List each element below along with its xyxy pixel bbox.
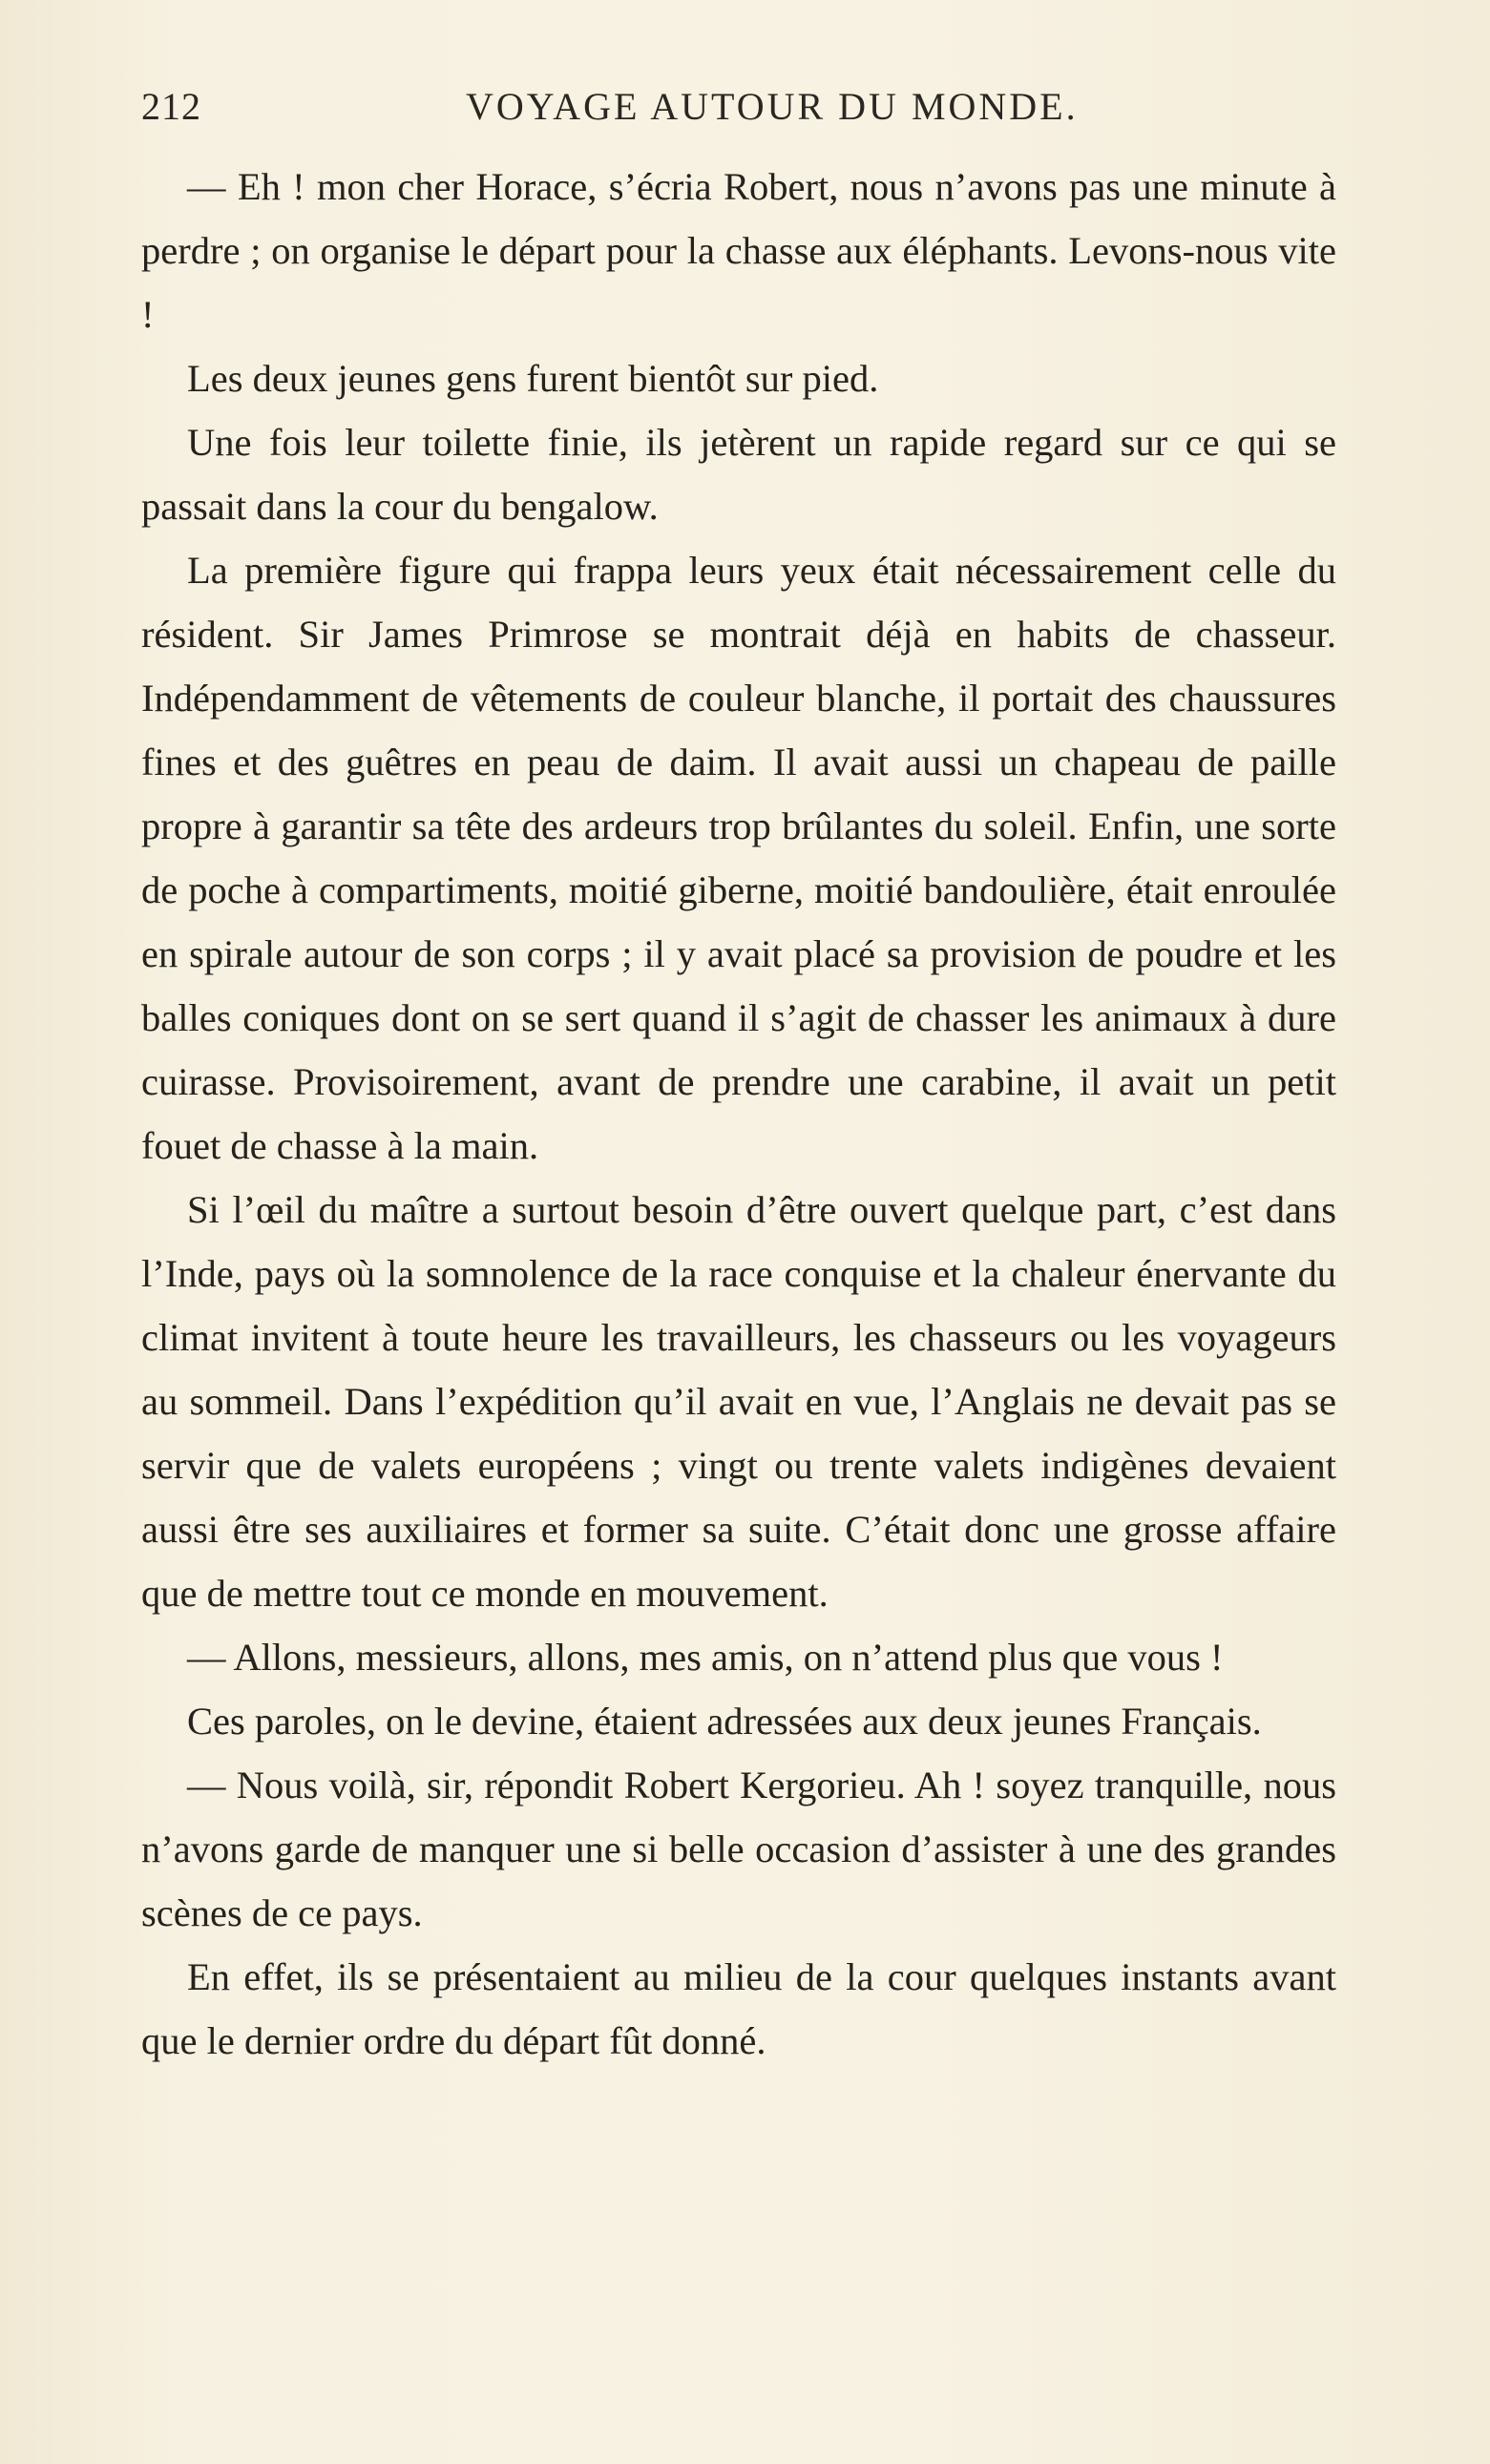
- paragraph: — Allons, messieurs, allons, mes amis, on n’attend plus que vous !: [187, 1636, 1224, 1679]
- paragraph: Ces paroles, on le devine, étaient adressées aux deux jeunes Français.: [187, 1700, 1262, 1743]
- paragraph: La première figure qui frappa leurs yeux était nécessairement celle du résident. Sir James Primrose se montrait déjà en habits de chasseur. Indépendamment de vêtements de couleur blanche, il portait des chaussures fines et des guêtres en peau de daim. Il avait aussi un chapeau de paille propre à garantir sa tête des ardeurs trop brûlantes du soleil. Enfin, une sorte de poche à compartiments, moitié giberne, moitié bandoulière, était enroulée en spirale autour de son corps ; il y avait placé sa provision de poudre et les balles coniques dont on se sert quand il s’agit de chasser les animaux à dure cuirasse. Provisoirement, avant de prendre une carabine, il avait un petit fouet de chasse à la main.: [141, 549, 1336, 1167]
- running-title: VOYAGE AUTOUR DU MONDE.: [466, 85, 1079, 128]
- paragraph: — Nous voilà, sir, répondit Robert Kergorieu. Ah ! soyez tranquille, nous n’avons garde de manquer une si belle occasion d’assister à une des grandes scènes de ce pays.: [141, 1764, 1336, 1934]
- paragraph: Les deux jeunes gens furent bientôt sur pied.: [187, 357, 879, 400]
- page-header: [141, 84, 1334, 141]
- body-text: [141, 155, 1336, 2073]
- paragraph: En effet, ils se présentaient au milieu de la cour quelques instants avant que le dernier ordre du départ fût donné.: [141, 1955, 1336, 2062]
- paragraph: — Eh ! mon cher Horace, s’écria Robert, nous n’avons pas une minute à perdre ; on organise le départ pour la chasse aux éléphants. Levons-nous vite !: [141, 165, 1336, 336]
- page-number: 212: [141, 85, 201, 128]
- paragraph: Une fois leur toilette finie, ils jetèrent un rapide regard sur ce qui se passait dans la cour du bengalow.: [141, 421, 1336, 528]
- paragraph: Si l’œil du maître a surtout besoin d’être ouvert quelque part, c’est dans l’Inde, pays où la somnolence de la race conquise et la chaleur énervante du climat invitent à toute heure les travailleurs, les chasseurs ou les voyageurs au sommeil. Dans l’expédition qu’il avait en vue, l’Anglais ne devait pas se servir que de valets européens ; vingt ou trente valets indigènes devaient aussi être ses auxiliaires et former sa suite. C’était donc une grosse affaire que de mettre tout ce monde en mouvement.: [141, 1188, 1336, 1615]
